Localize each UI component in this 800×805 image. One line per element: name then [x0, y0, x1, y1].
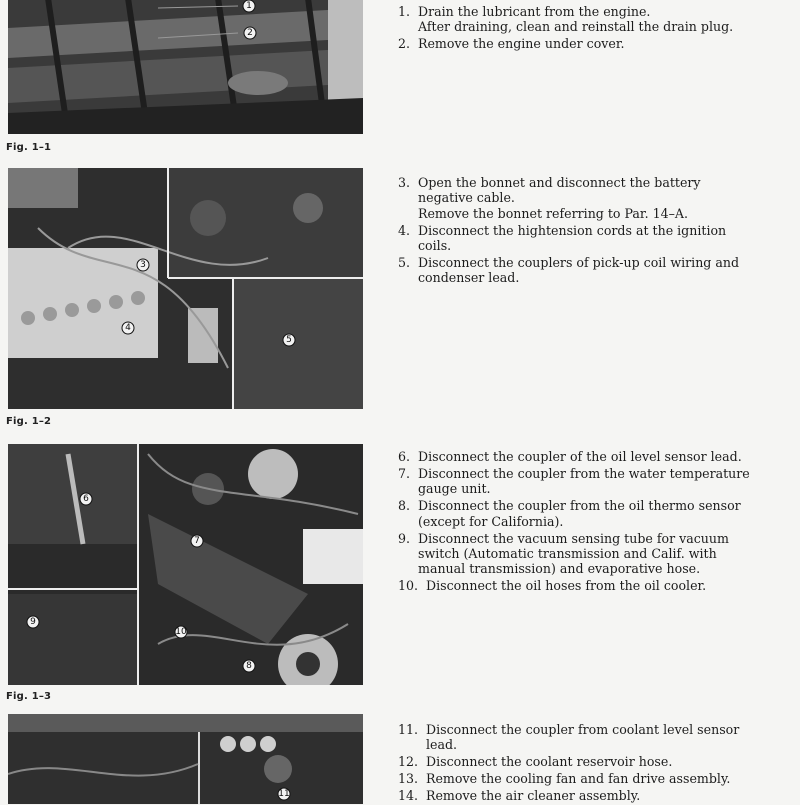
step-item: 2. Remove the engine under cover. [398, 36, 625, 52]
steps-group-4 [398, 722, 758, 805]
callout-8: 8 [246, 661, 252, 671]
callout-5: 5 [286, 335, 292, 345]
callout-4: 4 [125, 323, 131, 333]
figure-1-3-photo [8, 444, 363, 685]
step-item: 5. Disconnect the couplers of pick-up coil wiring and condenser lead. [398, 255, 740, 286]
callout-10: 10 [175, 627, 187, 637]
figure-1-2-photo [8, 168, 363, 409]
step-item: 4. Disconnect the hightension cords at the ignition coils. [398, 222, 727, 254]
step-item: 12. Disconnect the coolant reservoir hose. [398, 754, 673, 770]
step-item: 3. Open the bonnet and disconnect the battery negative cable. Remove the bonnet referring to Par. 14–A. [398, 175, 701, 221]
callout-7: 7 [194, 536, 200, 546]
step-item: 11. Disconnect the coupler from coolant level sensor lead. [398, 722, 740, 753]
step-item: 14. Remove the air cleaner assembly. [398, 788, 641, 804]
callout-6: 6 [83, 494, 89, 504]
step-item: 1. Drain the lubricant from the engine. After draining, clean and reinstall the drain plug. [398, 4, 734, 35]
steps-group-1 [398, 4, 758, 53]
step-item: 7. Disconnect the coupler from the water temperature gauge unit. [398, 465, 750, 497]
callout-2: 2 [247, 28, 253, 38]
step-item: 6. Disconnect the coupler of the oil level sensor lead. [398, 449, 742, 464]
figure-1-1-photo [8, 0, 363, 134]
callout-1: 1 [246, 1, 252, 11]
figure-caption-1-2: Fig. 1–2 [6, 416, 52, 427]
callout-3: 3 [140, 260, 146, 270]
figure-caption-1-3: Fig. 1–3 [6, 691, 52, 702]
step-item: 13. Remove the cooling fan and fan drive assembly. [398, 771, 731, 787]
callout-9: 9 [30, 617, 36, 627]
step-item: 8. Disconnect the coupler from the oil thermo sensor (except for California). [398, 498, 741, 529]
callout-11: 11 [278, 789, 290, 799]
figure-1-4-photo [8, 714, 363, 804]
steps-group-2 [398, 175, 758, 287]
step-item: 9. Disconnect the vacuum sensing tube for vacuum switch (Automatic transmission and Calif. with manual transmission) and evaporative hose. [398, 530, 729, 577]
steps-group-3 [398, 449, 758, 595]
step-item: 10. Disconnect the oil hoses from the oil cooler. [398, 578, 707, 594]
figure-caption-1-1: Fig. 1–1 [6, 142, 52, 153]
